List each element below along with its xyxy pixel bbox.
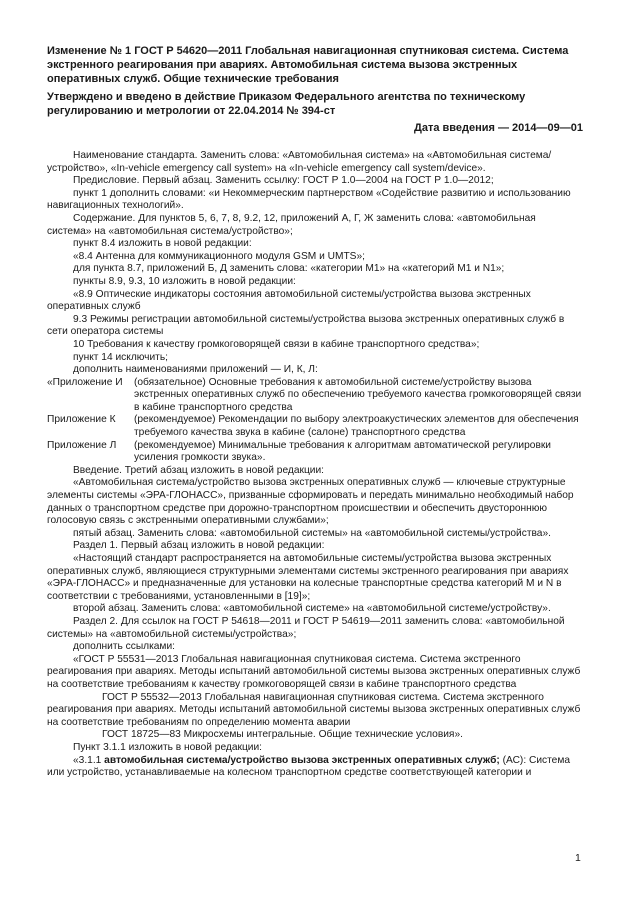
appendix-entry [47,440,583,465]
paragraph: «8.4 Антенна для коммуникационного модуля GSM и UMTS»; [73,250,365,262]
appendix-label: Приложение Л [47,439,117,451]
appendix-entry [47,414,583,439]
appendix-text: (рекомендуемое) Минимальные требования к алгоритмам автоматической регулировки усиления громкости звука». [134,439,551,464]
paragraph: пункты 8.9, 9.3, 10 изложить в новой редакции: [73,275,296,287]
paragraph: пункт 1 дополнить словами: «и Некоммерческим партнерством «Содействие развитию и использованию навигационных технологий». [47,187,571,212]
effective-date: Дата введения — 2014—09—01 [414,122,583,134]
paragraph: ГОСТ 18725—83 Микросхемы интегральные. Общие технические условия». [102,729,463,741]
paragraph: Наименование стандарта. Заменить слова: «Автомобильная система» на «Автомобильная система/устройство», «In-vehicle emergency call system» на «In-vehicle emergency call system/device». [47,150,552,174]
appendix-entry [47,377,583,415]
paragraph: дополнить ссылками: [73,641,175,653]
paragraph: Предисловие. Первый абзац. Заменить ссылку: ГОСТ Р 1.0—2004 на ГОСТ Р 1.0—2012; [73,175,494,187]
amendment-title: Изменение № 1 ГОСТ Р 54620—2011 Глобальная навигационная спутниковая система. Система экстренного реагирования при авариях. Автомобильная система вызова экстренных оперативных служб. Общие технические требования [47,45,569,85]
paragraph: Раздел 1. Первый абзац изложить в новой редакции: [73,540,325,552]
appendix-text: (рекомендуемое) Рекомендации по выбору электроакустических элементов для обеспечения требуемого качества звука в кабине (салоне) транспортного средства [134,414,579,439]
appendix-label: «Приложение И [47,376,123,388]
paragraph: Пункт 3.1.1 изложить в новой редакции: [73,741,263,753]
paragraph: Введение. Третий абзац изложить в новой редакции: [73,464,324,476]
paragraph: пункт 8.4 изложить в новой редакции: [73,238,252,250]
paragraph: «ГОСТ Р 55531—2013 Глобальная навигационная спутниковая система. Система экстренного реагирования при авариях. Методы испытаний автомобильной системы вызова экстренных оперативных служб на соответствие требованиям к качеству громкоговорящей связи в кабине транспортного средства [47,653,581,690]
paragraph: 9.3 Режимы регистрации автомобильной системы/устройства вызова экстренных оперативных служб в сети оператора системы [47,313,565,338]
appendix-text: (обязательное) Основные требования к автомобильной системе/устройству вызова экстренных оперативных служб по обеспечению требуемого качества громкоговорящей связи в кабине транспортного средства [134,376,582,413]
paragraph: ГОСТ Р 55532—2013 Глобальная навигационная спутниковая система. Система экстренного реагирования при авариях. Методы испытаний автомобильной системы вызова экстренных оперативных служб на соответствие требованиям по определению момента аварии [47,691,581,728]
document-page [47,44,583,780]
paragraph: Содержание. Для пунктов 5, 6, 7, 8, 9.2, 12, приложений А, Г, Ж заменить слова: «автомобильная система» на «автомобильная система/устройство»; [47,212,536,237]
paragraph: для пункта 8.7, приложений Б, Д заменить слова: «категории М1» на «категорий М1 и N1»; [73,263,505,275]
paragraph: дополнить наименованиями приложений — И, К, Л: [73,364,318,376]
document-body [47,150,583,780]
paragraph: пункт 14 исключить; [73,351,168,363]
definition-term: автомобильная система/устройство вызова экстренных оперативных служб; [104,754,500,766]
definition-text: (АС): Система или устройство, устанавливаемые на колесном транспортном средстве соответствующей категории и [47,754,571,779]
paragraph: «Настоящий стандарт распространяется на автомобильные системы/устройства вызова экстренных оперативных служб, являющиеся структурными элементами системы экстренного реагирования при авариях «ЭРА-ГЛОНАСС» и предназначенные для установки на колесные транспортные средства категорий М и N в соответствии с требованиями, установленными в [19]»; [47,553,569,602]
paragraph: «Автомобильная система/устройство вызова экстренных оперативных служб — ключевые структурные элементы системы «ЭРА-ГЛОНАСС», призванные сформировать и передать минимально необходимый набор данных о транспортном средстве при дорожно-транспортном происшествии и обеспечить двустороннюю голосовую связь с экстренными оперативными службами»; [47,477,574,527]
paragraph: «8.9 Оптические индикаторы состояния автомобильной системы/устройства вызова экстренных оперативных служб [47,288,531,313]
paragraph: Раздел 2. Для ссылок на ГОСТ Р 54618—2011 и ГОСТ Р 54619—2011 заменить слова: «автомобильной системы» на «автомобильной системы/устройства»; [47,615,565,640]
appendix-label: Приложение К [47,414,116,426]
definition-prefix: «3.1.1 [73,754,105,766]
paragraph: 10 Требования к качеству громкоговорящей связи в кабине транспортного средства»; [73,338,480,350]
approval-statement: Утверждено и введено в действие Приказом Федерального агентства по техническому регулированию и метрологии от 22.04.2014 № 394-ст [47,91,526,117]
paragraph: второй абзац. Заменить слова: «автомобильной системе» на «автомобильной системе/устройству». [73,603,551,615]
paragraph: пятый абзац. Заменить слова: «автомобильной системы» на «автомобильной системы/устройства». [73,527,551,539]
definition-paragraph [47,755,583,780]
page-number: 1 [575,852,581,864]
